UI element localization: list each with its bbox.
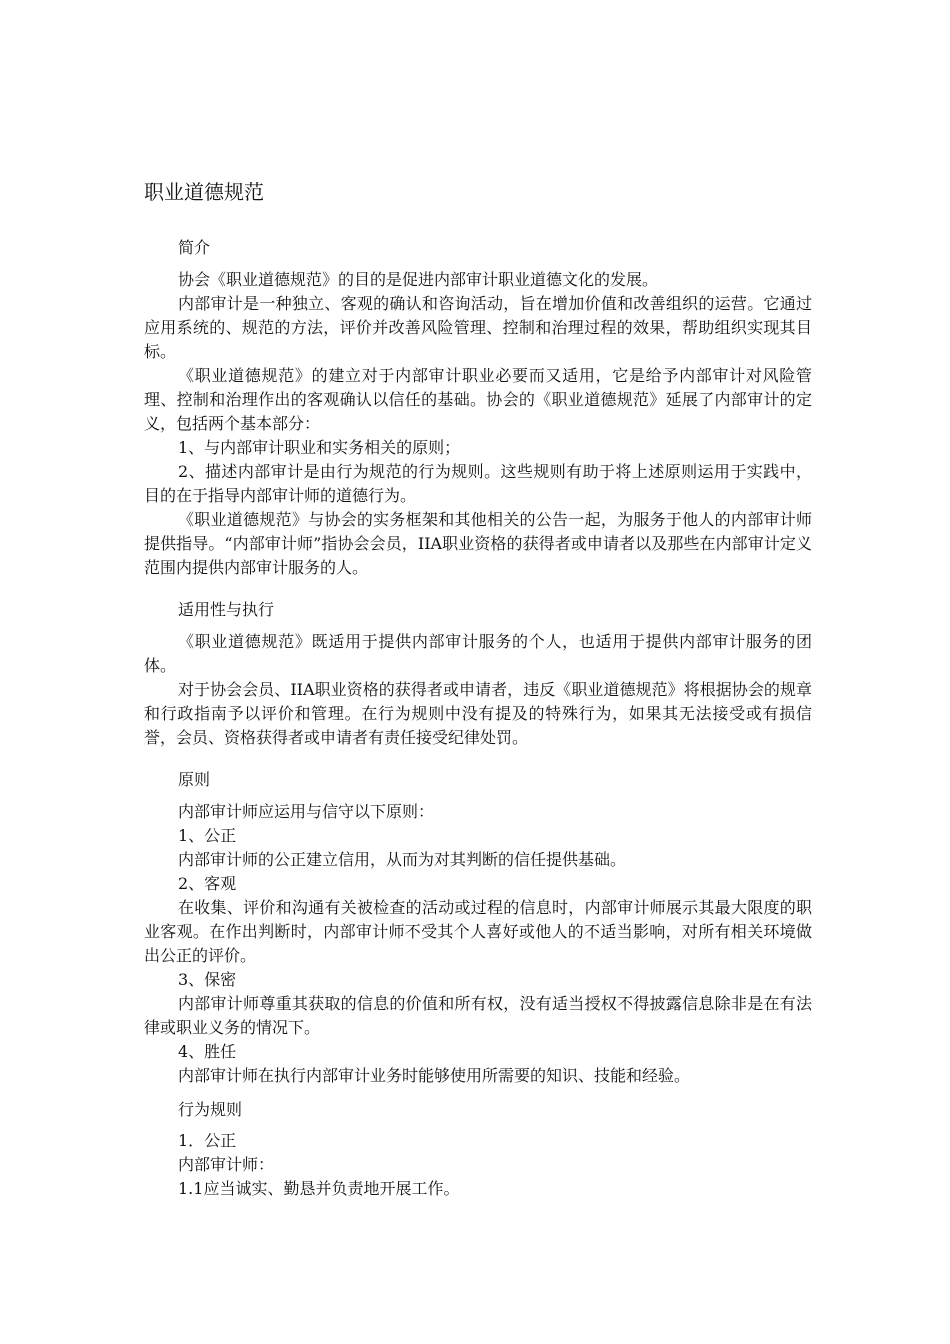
paragraph: 内部审计师尊重其获取的信息的价值和所有权，没有适当授权不得披露信息除非是在有法律或职业义务的情况下。 <box>144 994 812 1037</box>
paragraph: 内部审计师应运用与信守以下原则： <box>178 802 435 821</box>
paragraph: 协会《职业道德规范》的目的是促进内部审计职业道德文化的发展。 <box>178 270 659 289</box>
section-intro <box>144 268 812 580</box>
section-principles <box>144 800 812 1088</box>
principle-title: 4、胜任 <box>178 1042 237 1061</box>
section-heading-rules: 行为规则 <box>178 1100 243 1119</box>
principle-title: 3、保密 <box>178 970 237 989</box>
paragraph: 《职业道德规范》与协会的实务框架和其他相关的公告一起，为服务于他人的内部审计师提供指导。“内部审计师”指协会会员，IIA职业资格的获得者或申请者以及那些在内部审计定义范围内提供内部审计服务的人。 <box>144 510 812 577</box>
section-applicability <box>144 630 812 750</box>
section-heading-applicability: 适用性与执行 <box>178 600 275 619</box>
document-title: 职业道德规范 <box>144 180 264 204</box>
section-heading-intro: 简介 <box>178 238 211 257</box>
list-item: 1、与内部审计职业和实务相关的原则； <box>178 438 461 457</box>
paragraph: 《职业道德规范》既适用于提供内部审计服务的个人，也适用于提供内部审计服务的团体。 <box>144 632 812 675</box>
principle-title: 1、公正 <box>178 826 237 845</box>
rule-title: 1．公正 <box>178 1131 237 1150</box>
paragraph: 内部审计师的公正建立信用，从而为对其判断的信任提供基础。 <box>178 850 627 869</box>
paragraph: 《职业道德规范》的建立对于内部审计职业必要而又适用，它是给予内部审计对风险管理、控制和治理作出的客观确认以信任的基础。协会的《职业道德规范》延展了内部审计的定义，包括两个基本部分： <box>144 366 812 433</box>
list-item: 2、描述内部审计是由行为规范的行为规则。这些规则有助于将上述原则运用于实践中，目的在于指导内部审计师的道德行为。 <box>144 462 812 505</box>
principle-title: 2、客观 <box>178 874 237 893</box>
section-heading-principles: 原则 <box>178 770 211 789</box>
paragraph: 在收集、评价和沟通有关被检查的活动或过程的信息时，内部审计师展示其最大限度的职业客观。在作出判断时，内部审计师不受其个人喜好或他人的不适当影响，对所有相关环境做出公正的评价。 <box>144 898 812 965</box>
rule-item: 1.1应当诚实、勤恳并负责地开展工作。 <box>178 1179 460 1198</box>
paragraph: 对于协会会员、IIA职业资格的获得者或申请者，违反《职业道德规范》将根据协会的规章和行政指南予以评价和管理。在行为规则中没有提及的特殊行为，如果其无法接受或有损信誉，会员、资格获得者或申请者有责任接受纪律处罚。 <box>144 680 812 747</box>
paragraph: 内部审计师： <box>178 1155 275 1174</box>
paragraph: 内部审计是一种独立、客观的确认和咨询活动，旨在增加价值和改善组织的运营。它通过应用系统的、规范的方法，评价并改善风险管理、控制和治理过程的效果，帮助组织实现其目标。 <box>144 294 812 361</box>
paragraph: 内部审计师在执行内部审计业务时能够使用所需要的知识、技能和经验。 <box>178 1066 691 1085</box>
section-rules <box>144 1129 812 1201</box>
